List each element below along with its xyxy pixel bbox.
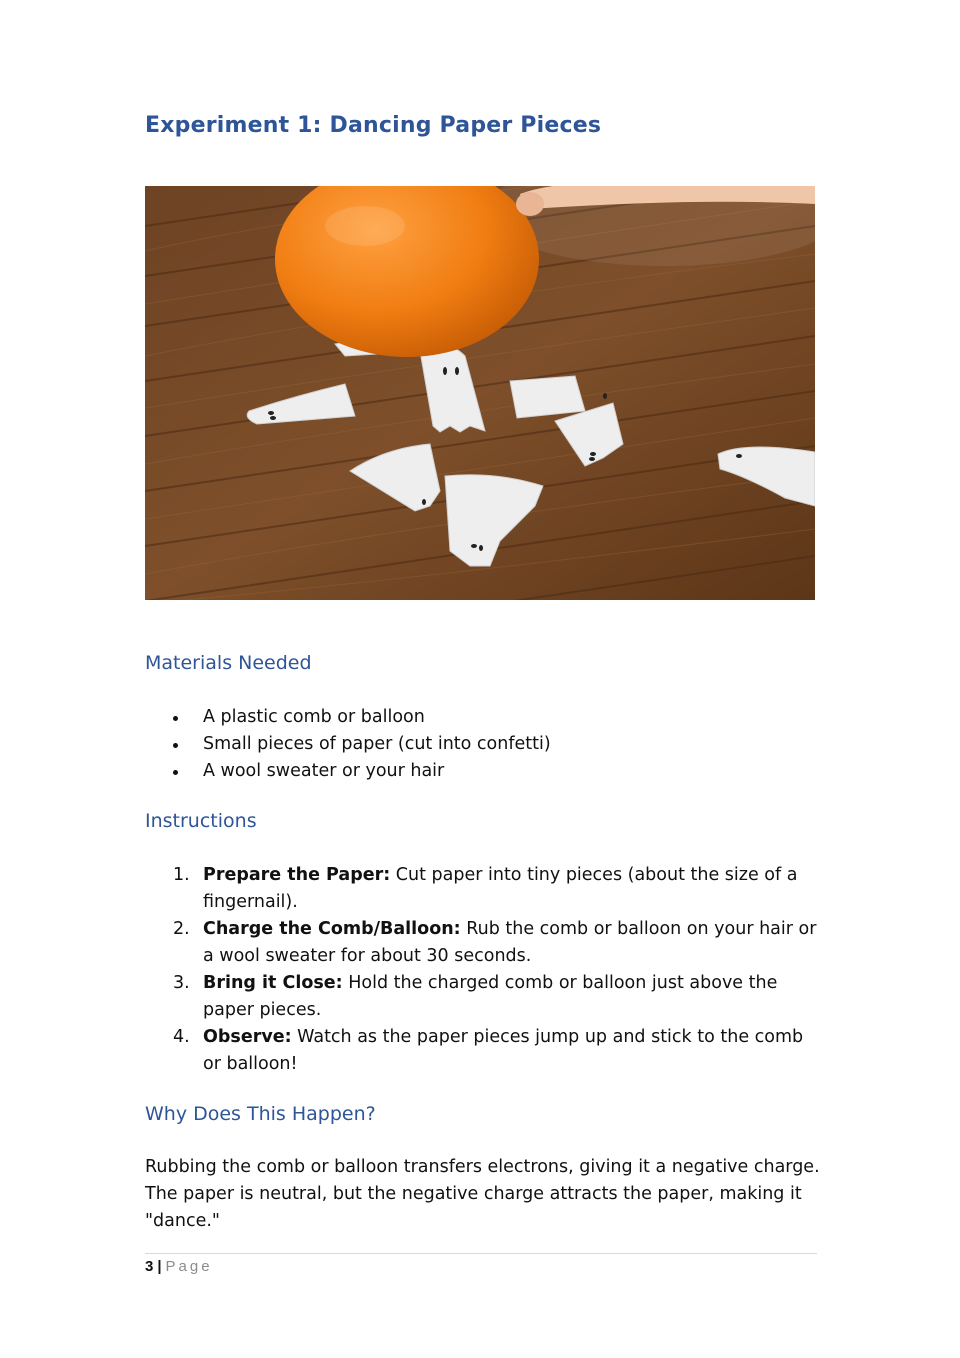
list-item-text: A wool sweater or your hair (203, 761, 445, 781)
footer-divider (145, 1253, 817, 1254)
instructions-list (145, 862, 820, 1078)
page-footer (145, 1258, 213, 1275)
page-number: 3 (145, 1258, 154, 1275)
list-item-text: A plastic comb or balloon (203, 707, 425, 727)
step-number: 2. (173, 919, 190, 939)
step-text: Watch as the paper pieces jump up and stick to the comb or balloon! (203, 1027, 804, 1074)
list-item (145, 758, 551, 785)
list-item (145, 704, 551, 731)
step-number: 1. (173, 865, 190, 885)
list-item-text: Small pieces of paper (cut into confetti) (203, 734, 551, 754)
bullet-icon (173, 770, 178, 775)
balloon-paper-photo (145, 186, 815, 600)
bullet-icon (173, 716, 178, 721)
footer-separator: | (157, 1258, 162, 1275)
step-item (145, 970, 820, 1024)
step-label: Bring it Close: (203, 973, 343, 993)
instructions-heading: Instructions (145, 810, 257, 832)
step-label: Charge the Comb/Balloon: (203, 919, 461, 939)
step-text: Cut paper into tiny pieces (about the size of a fingernail). (203, 865, 798, 912)
step-item (145, 916, 820, 970)
step-number: 3. (173, 973, 190, 993)
step-label: Observe: (203, 1027, 292, 1047)
step-label: Prepare the Paper: (203, 865, 391, 885)
materials-list (145, 704, 551, 785)
materials-heading: Materials Needed (145, 652, 312, 674)
step-text: Rub the comb or balloon on your hair or a wool sweater for about 30 seconds. (203, 919, 817, 966)
bullet-icon (173, 743, 178, 748)
list-item (145, 731, 551, 758)
why-paragraph: Rubbing the comb or balloon transfers electrons, giving it a negative charge. The paper is neutral, but the negative charge attracts the paper, making it "dance." (145, 1157, 820, 1231)
step-number: 4. (173, 1027, 190, 1047)
why-heading: Why Does This Happen? (145, 1103, 376, 1125)
page-title: Experiment 1: Dancing Paper Pieces (145, 113, 602, 138)
step-text: Hold the charged comb or balloon just above the paper pieces. (203, 973, 778, 1020)
step-item (145, 862, 820, 916)
step-item (145, 1024, 820, 1078)
page-label: Page (165, 1258, 213, 1275)
